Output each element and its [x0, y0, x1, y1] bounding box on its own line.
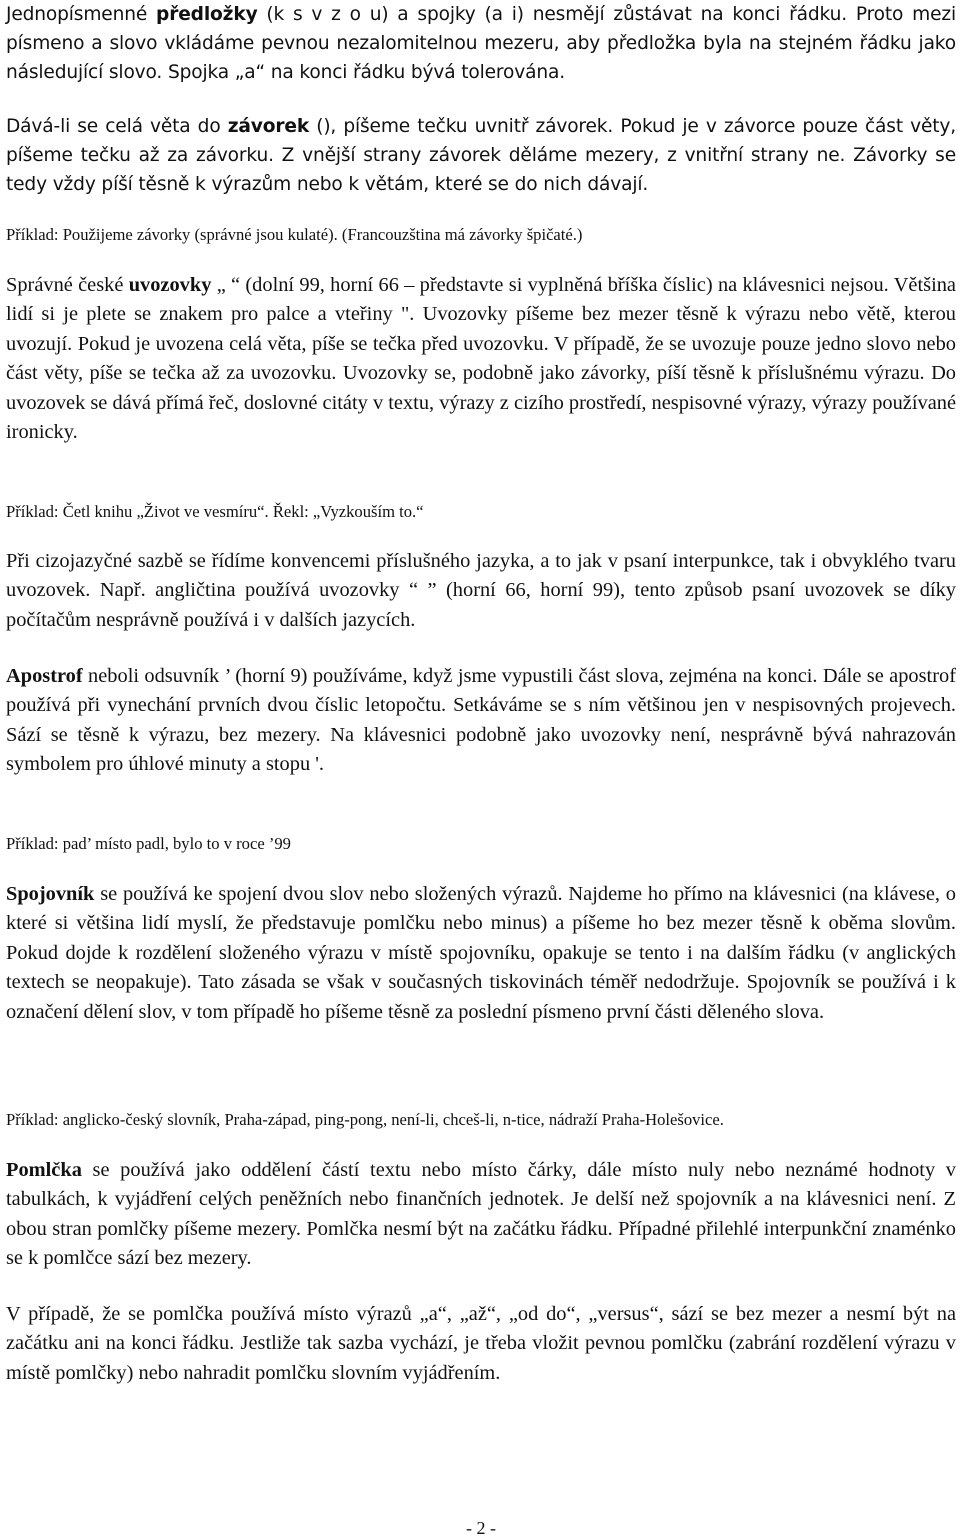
text-run: neboli odsuvník ’ (horní 9) používáme, když jsme vypustili část slova, zejména na konci. Dále se apostrof používá při vynechání prvních dvou číslic letopočtu. Setkáváme se s ním většinou jen v nespisovných projevech. Sází se těsně k výrazu, bez mezery. Na klávesnici podobně jako uvozovky není, nesprávně bývá nahrazován symbolem pro úhlové minuty a stopu '. — [6, 665, 956, 776]
text-run: (k s v z o u) a spojky (a i) nesmějí zůstávat na konci řádku. Proto mezi písmeno a slovo vkládáme pevnou nezalomitelnou mezeru, aby předložka byla na stejném řádku jako následující slovo. Spojka „a“ na konci řádku bývá tolerována. — [6, 4, 956, 84]
text-run: Příklad: Četl knihu „Život ve vesmíru“. Řekl: „Vyzkouším to.“ — [6, 502, 424, 521]
text-run: V případě, že se pomlčka používá místo výrazů „a“, „až“, „od do“, „versus“, sází se bez mezer a nesmí být na začátku ani na konci řádku. Jestliže tak sazba vychází, je třeba vložit pevnou pomlčku (zabrání rozdělení výrazu v místě pomlčky) nebo nahradit pomlčku slovním vyjádřením. — [6, 1303, 956, 1384]
bold-term: uvozovky — [128, 274, 212, 296]
example-uvozovky — [6, 501, 956, 523]
example-spojovnik — [6, 1109, 956, 1131]
text-run: „ “ (dolní 99, horní 66 – představte si vyplněná bříška číslic) na klávesnici nejsou. Většina lidí si je plete se znakem pro palce a vteřiny ". Uvozovky píšeme bez mezer těsně k výrazu nebo větě, kterou uvozují. Pokud je uvozena celá věta, píše se tečka před uvozovku. V případě, že se uvozuje pouze jedno slovo nebo část věty, píše se tečka až za uvozovku. Uvozovky se, podobně jako závorky, píší těsně k příslušnému výrazu. Do uvozovek se dává přímá řeč, doslovné citáty v textu, výrazy z cizího prostředí, nespisovné výrazy, výrazy používané ironicky. — [6, 274, 956, 444]
paragraph-uvozovky — [6, 271, 956, 447]
text-run: Příklad: Použijeme závorky (správné jsou kulaté). (Francouzština má závorky špičaté.) — [6, 225, 583, 244]
text-run: se používá jako oddělení částí textu nebo místo čárky, dále místo nuly nebo neznámé hodnoty v tabulkách, k vyjádření celých peněžních nebo finančních jednotek. Je delší než spojovník a na klávesnici není. Z obou stran pomlčky píšeme mezery. Pomlčka nesmí být na začátku řádku. Případné přilehlé interpunkční znaménko se k pomlčce sází bez mezery. — [6, 1159, 956, 1270]
paragraph-cizojazycna-sazba — [6, 547, 956, 635]
bold-term: Apostrof — [6, 665, 83, 687]
paragraph-spojovnik — [6, 880, 956, 1027]
text-run: Při cizojazyčné sazbě se řídíme konvencemi příslušného jazyka, a to jak v psaní interpunkce, tak i obvyklého tvaru uvozovek. Např. angličtina používá uvozovky “ ” (horní 66, horní 99), tento způsob psaní uvozovek se díky počítačům nesprávně používá i v dalších jazycích. — [6, 550, 956, 631]
page-number: - 2 - — [466, 1518, 496, 1538]
bold-term: předložky — [156, 4, 258, 25]
text-run: Správné české — [6, 274, 129, 296]
paragraph-apostrof — [6, 662, 956, 780]
text-run: (), píšeme tečku uvnitř závorek. Pokud je v závorce pouze část věty, píšeme tečku až za závorku. Z vnější strany závorek děláme mezery, z vnitřní strany ne. Závorky se tedy vždy píší těsně k výrazům nebo k větám, které se do nich dávají. — [6, 116, 957, 196]
example-zavorky — [6, 224, 956, 246]
text-run: Jednopísmenné — [6, 4, 157, 25]
paragraph-zavorky — [6, 112, 956, 200]
bold-term: závorek — [227, 116, 310, 137]
paragraph-predlozky — [6, 0, 956, 88]
text-run: Dává-li se celá věta do — [6, 116, 228, 137]
paragraph-pomlcka — [6, 1156, 956, 1274]
text-run: Příklad: pad’ místo padl, bylo to v roce ’99 — [6, 834, 291, 853]
text-run: se používá ke spojení dvou slov nebo složených výrazů. Najdeme ho přímo na klávesnici (na klávese, o které si většina lidí myslí, že představuje pomlčku nebo minus) a píšeme ho bez mezer těsně k oběma slovům. Pokud dojde k rozdělení složeného výrazu v místě spojovníku, opakuje se tento i na dalším řádku (v anglických textech se neopakuje). Tato zásada se však v současných tiskovinách téměř nedodržuje. Spojovník se používá i k označení dělení slov, v tom případě ho píšeme těsně za poslední písmeno první části děleného slova. — [6, 883, 956, 1023]
example-apostrof — [6, 833, 956, 855]
bold-term: Spojovník — [6, 883, 95, 905]
text-run: Příklad: anglicko-český slovník, Praha-západ, ping-pong, není-li, chceš-li, n-tice, nádraží Praha-Holešovice. — [6, 1110, 724, 1129]
bold-term: Pomlčka — [6, 1159, 82, 1181]
paragraph-pomlcka-vyrazy — [6, 1300, 956, 1388]
